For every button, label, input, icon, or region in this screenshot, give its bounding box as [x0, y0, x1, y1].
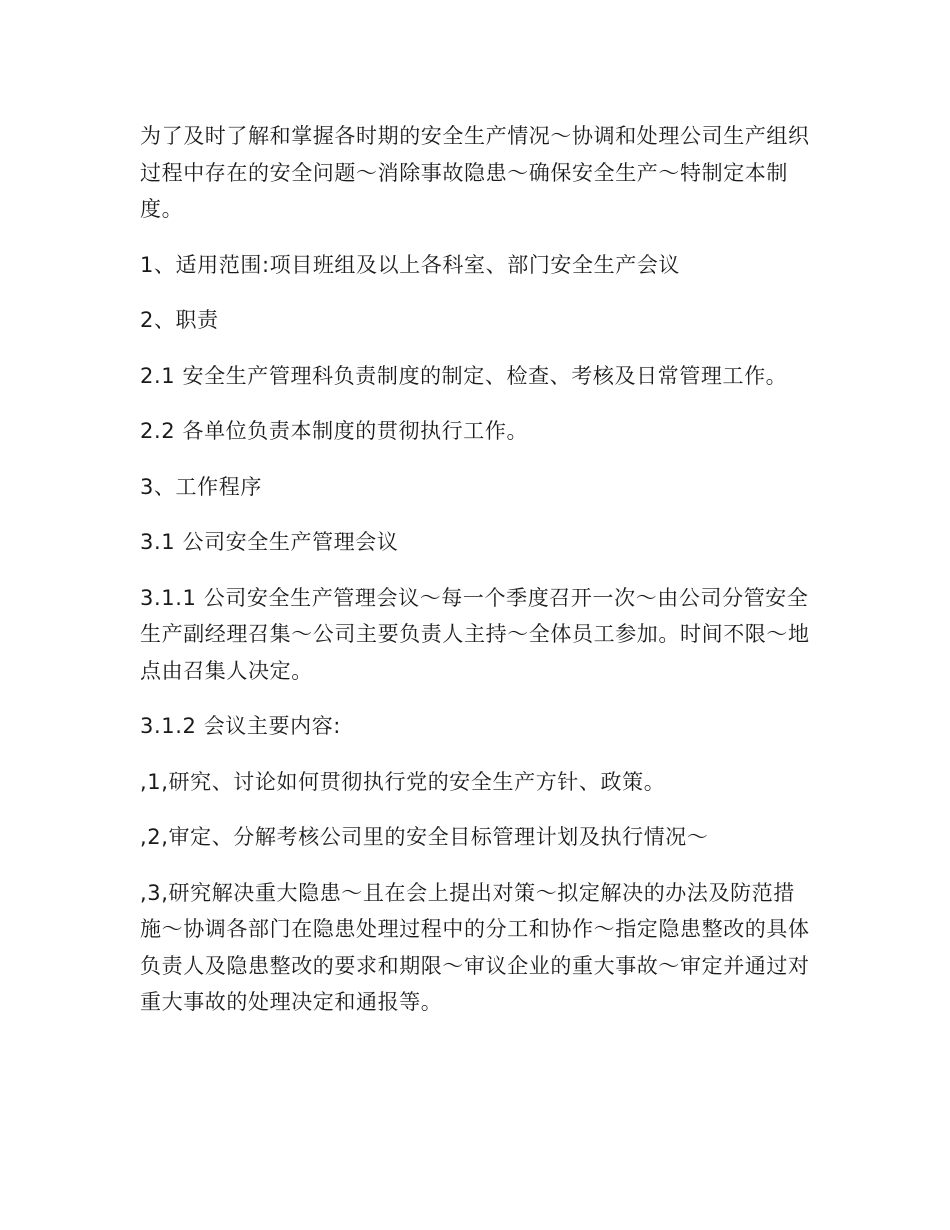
document-body — [140, 118, 812, 1040]
list-item-3: ,3,研究解决重大隐患～且在会上提出对策～拟定解决的办法及防范措施～协调各部门在隐患处理过程中的分工和协作～指定隐患整改的具体负责人及隐患整改的要求和期限～审议企业的重大事故～审定并通过对重大事故的处理决定和通报等。 — [140, 880, 810, 1014]
section-3-1-2: 3.1.2 会议主要内容: — [140, 714, 341, 738]
section-3-1-1: 3.1.1 公司安全生产管理会议～每一个季度召开一次～由公司分管安全生产副经理召集～公司主要负责人主持～全体员工参加。时间不限～地点由召集人决定。 — [140, 585, 810, 683]
section-2-2: 2.2 各单位负责本制度的贯彻执行工作。 — [140, 419, 529, 443]
section-1-scope: 1、适用范围:项目班组及以上各科室、部门安全生产会议 — [140, 252, 681, 277]
section-2-heading: 2、职责 — [140, 308, 219, 332]
intro-paragraph: 为了及时了解和掌握各时期的安全生产情况～协调和处理公司生产组织过程中存在的安全问题～消除事故隐患～确保安全生产～特制定本制度。 — [140, 124, 810, 221]
list-item-1: ,1,研究、讨论如何贯彻执行党的安全生产方针、政策。 — [140, 769, 666, 794]
section-2-1: 2.1 安全生产管理科负责制度的制定、检查、考核及日常管理工作。 — [140, 363, 788, 388]
section-3-heading: 3、工作程序 — [140, 474, 262, 499]
section-3-1: 3.1 公司安全生产管理会议 — [140, 530, 399, 554]
list-item-2: ,2,审定、分解考核公司里的安全目标管理计划及执行情况～ — [140, 825, 709, 849]
